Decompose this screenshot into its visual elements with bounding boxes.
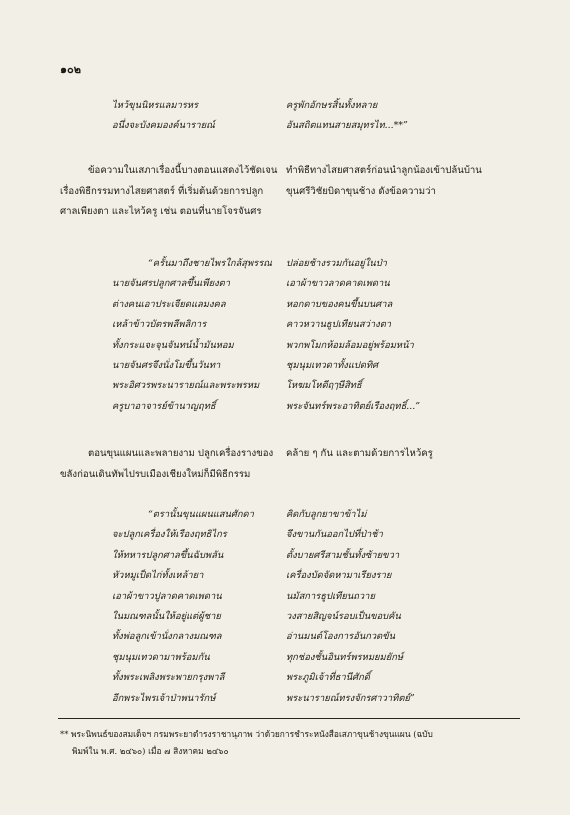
- verse-line: ครูบาอาจารย์ข้านาญฤทธิ์: [112, 400, 216, 412]
- paragraph-1-right: [286, 161, 482, 202]
- verse-line: พระจันทร์พระอาทิตย์เรืองฤทธิ์...”: [286, 400, 421, 412]
- paragraph-line: ตอนขุนแผนและพลายงาม ปลูกเครื่องรางของ: [88, 448, 274, 459]
- paragraph-1-left: [60, 161, 277, 223]
- verse-line: คาวหวานธูปเทียนสว่างตา: [286, 319, 392, 331]
- verse-line: เครื่องบัดจัดหามาเรียงราย: [286, 570, 392, 582]
- verse-line: นมัสการธูปเทียนถวาย: [286, 590, 375, 602]
- verse-2-left: [112, 254, 272, 417]
- verse-line: “ตรานั้นขุนแผนแสนศักดา: [148, 509, 254, 520]
- paragraph-line: เรื่องพิธีกรรมทางไสยศาสตร์ ที่เริ่มต้นด้วยการปลูก: [60, 185, 264, 197]
- verse-line: ทั้งพระเพลิงพระพายกรุงพาลี: [112, 672, 225, 684]
- paragraph-line: คล้าย ๆ กัน และตามด้วยการไหว้ครู: [286, 448, 433, 459]
- verse-1-right: [286, 96, 408, 137]
- verse-line: พระภูมิเจ้าที่ธานีศักดิ์: [286, 672, 370, 684]
- verse-line: ทุกช่องชั้นอินทร์พรหมยมยักษ์: [286, 651, 404, 663]
- verse-line: ตั้งบายศรีสามชั้นทั้งซ้ายขวา: [286, 549, 400, 561]
- paragraph-line: ศาลเพียงตา และไหว้ครู เช่น ตอนที่นายโจรจันศร: [60, 206, 262, 217]
- page-number: ๑๐๒: [60, 63, 81, 76]
- verse-2-right: [286, 254, 420, 417]
- verse-line: อ่านมนต์โองการอันกวดขัน: [286, 631, 396, 643]
- footnote: [60, 726, 520, 760]
- verse-3-left: [112, 505, 254, 709]
- verse-line: จึงขานกันออกไปที่ป่าช้า: [286, 529, 383, 541]
- verse-line: อีกพระไพรเจ้าป่าพนารักษ์: [112, 692, 216, 704]
- footnote-line: ** พระนิพนธ์ของสมเด็จฯ กรมพระยาดำรงราชานุภาพ ว่าด้วยการชำระหนังสือเสภาขุนช้างขุนแผน (ฉบับ: [60, 729, 433, 739]
- verse-line: พระอิศวรพระนารายณ์และพระพรหม: [112, 380, 260, 392]
- verse-line: ปล่อยช้างรวมกันอยู่ในป่า: [286, 258, 387, 269]
- paragraph-line: ทำพิธีทางไสยศาสตร์ก่อนนำลูกน้องเข้าปล้นบ้าน: [286, 165, 482, 176]
- verse-line: โหฆมโหดีฤๅษีสิทธิ์: [286, 380, 362, 392]
- paragraph-line: ขลังก่อนเดินทัพไปรบเมืองเชียงใหม่ก็มีพิธีกรรม: [60, 468, 251, 480]
- verse-line: ครูพักอักษรสิ้นทั้งหลาย: [286, 100, 378, 111]
- footnote-line: พิมพ์ใน พ.ศ. ๒๔๖๐) เมื่อ ๗ สิงหาคม ๒๔๖๐: [72, 746, 229, 756]
- verse-line: ทั้งพ่อลูกเข้านั่งกลางมณฑล: [112, 631, 222, 643]
- verse-line: ชุมนุมเทวดามาพร้อมกัน: [112, 651, 210, 663]
- verse-line: วงสายสิญจน์รอบเป็นขอบคัน: [286, 610, 401, 622]
- verse-line: ชุมนุมเทวดาทั้งแปดทิศ: [286, 359, 379, 371]
- verse-line: ต่างคนเอาประเจียดแลมงคล: [112, 298, 226, 310]
- verse-line: นายจันศรปลูกศาลขึ้นเพียงตา: [112, 278, 231, 290]
- verse-line: อนึ่งจะบังคมองค์นารายณ์: [112, 120, 215, 132]
- verse-line: เอาผ้าขาวลาดคาดเพดาน: [286, 278, 390, 290]
- paragraph-2-right: [286, 444, 433, 465]
- verse-line: คิดกับลูกยาขาข้าไม่: [286, 509, 367, 520]
- verse-line: เหล้าข้าวบัตรพลีพลิการ: [112, 319, 207, 331]
- verse-3-right: [286, 505, 415, 709]
- verse-line: “ครั้นมาถึงชายไพรใกล้สุพรรณ: [148, 258, 272, 269]
- verse-line: พระนารายณ์ทรงจักรศาวาทิตย์”: [286, 692, 415, 704]
- paragraph-2-left: [60, 444, 273, 485]
- verse-line: ทั้งกระแจะจุนจันทน์น้ำมันหอม: [112, 339, 234, 351]
- verse-line: อันสถิตแทนสายสมุทรไท...**”: [286, 120, 408, 132]
- paragraph-line: ขุนศรีวิชัยบิดาขุนช้าง ดังข้อความว่า: [286, 185, 436, 197]
- paragraph-line: ข้อความในเสภาเรื่องนี้บางตอนแสดงไว้ชัดเจน: [88, 165, 278, 176]
- verse-1-left: [112, 96, 215, 137]
- verse-line: เอาผ้าขาวปูลาดคาดเพดาน: [112, 590, 222, 602]
- verse-line: ในมณฑลนั้นให้อยู่แต่ผู้ชาย: [112, 610, 221, 622]
- verse-line: ให้ทหารปลูกศาลขึ้นฉับพลัน: [112, 549, 224, 561]
- footnote-divider: [58, 718, 520, 719]
- verse-line: ไหว้ขุนนิหรแลมารหร: [112, 100, 199, 111]
- verse-line: จะปลูกเครื่องให้เรืองฤทธิไกร: [112, 529, 227, 541]
- verse-line: หอกดาบของคนขึ้นบนศาล: [286, 298, 393, 310]
- verse-line: หัวหมูเป็ดไก่ทั้งเหล้ายา: [112, 570, 204, 582]
- verse-line: นายจันศรจึงนั่งโมขึ้นวันทา: [112, 359, 221, 371]
- verse-line: พวกพโมกห้อมล้อมอยู่พร้อมหน้า: [286, 339, 414, 351]
